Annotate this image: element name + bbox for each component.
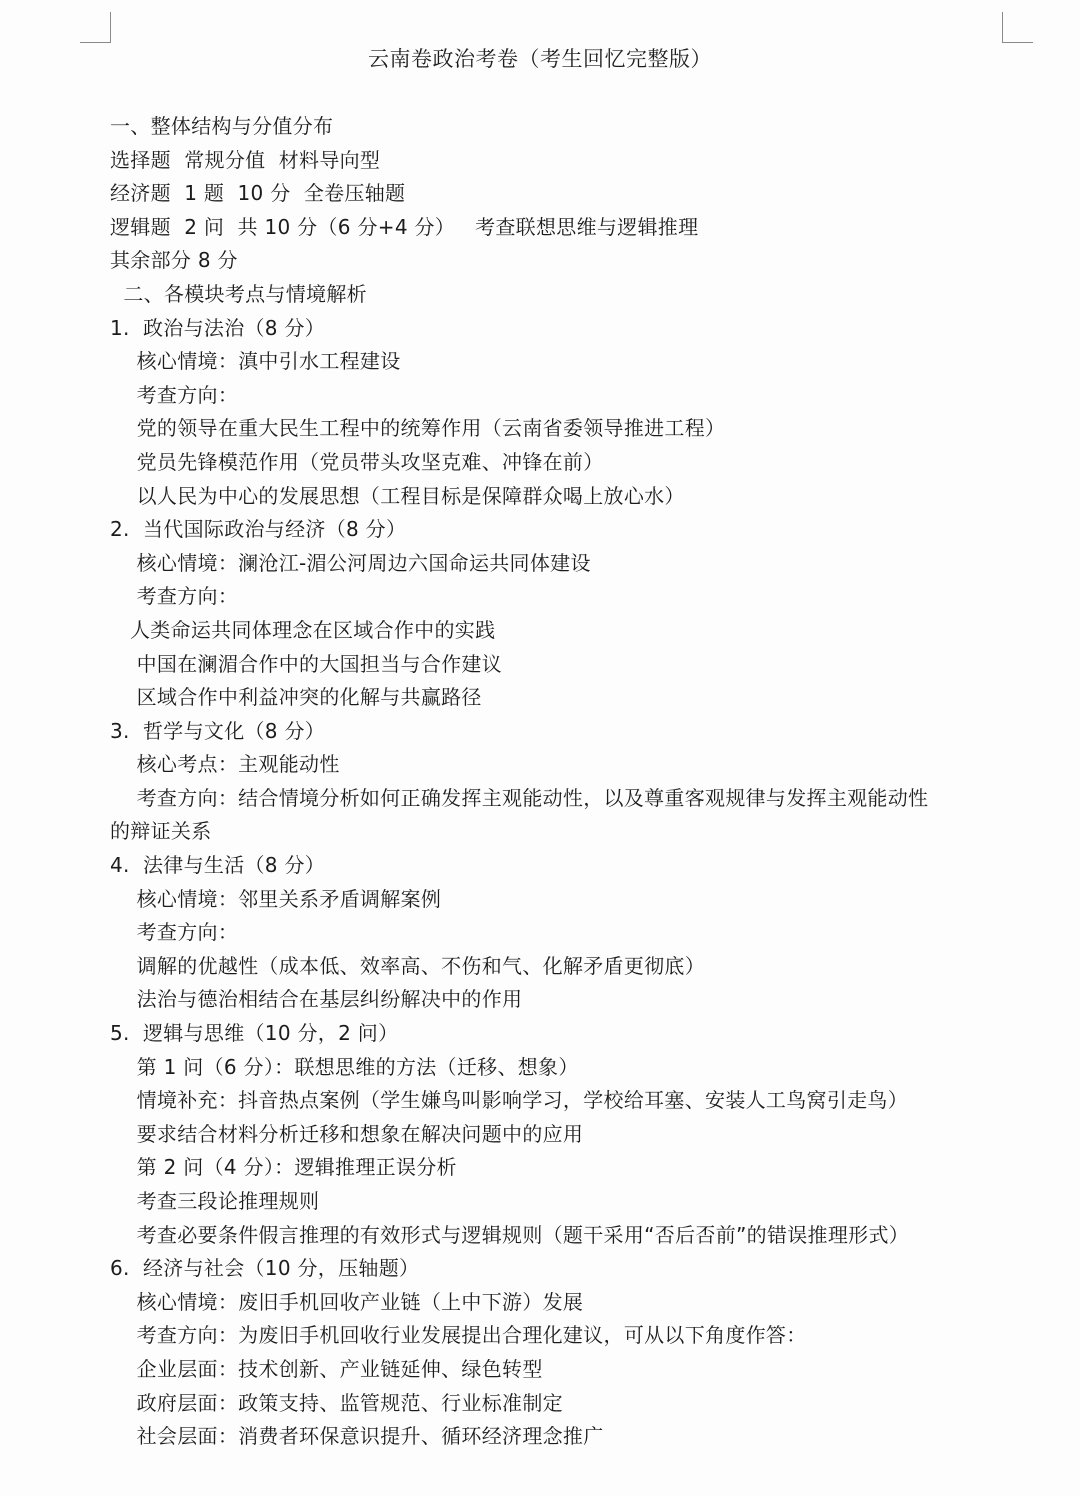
text-line: 选择题 常规分值 材料导向型 <box>110 147 381 172</box>
text-line: 区域合作中利益冲突的化解与共赢路径 <box>110 685 482 710</box>
text-line: 考查必要条件假言推理的有效形式与逻辑规则（题干采用“否后否前”的错误推理形式） <box>110 1222 910 1247</box>
text-line: 2. 当代国际政治与经济（8 分） <box>110 517 407 542</box>
text-line: 法治与德治相结合在基层纠纷解决中的作用 <box>110 987 523 1012</box>
text-line: 经济题 1 题 10 分 全卷压轴题 <box>110 181 406 206</box>
text-line: 核心考点：主观能动性 <box>110 752 340 777</box>
text-line: 考查方向： <box>110 584 239 609</box>
text-line: 考查方向： <box>110 382 239 407</box>
text-line: 第 2 问（4 分）：逻辑推理正误分析 <box>110 1155 457 1180</box>
text-line: 的辩证关系 <box>110 819 212 844</box>
text-line: 党的领导在重大民生工程中的统筹作用（云南省委领导推进工程） <box>110 416 726 441</box>
text-line: 考查方向：结合情境分析如何正确发挥主观能动性，以及尊重客观规律与发挥主观能动性 <box>110 785 929 810</box>
text-line: 调解的优越性（成本低、效率高、不伤和气、化解矛盾更彻底） <box>110 953 706 978</box>
text-line: 党员先锋模范作用（党员带头攻坚克难、冲锋在前） <box>110 449 604 474</box>
text-line: 4. 法律与生活（8 分） <box>110 853 326 878</box>
document-body <box>110 110 1015 1454</box>
document-title: 云南卷政治考卷（考生回忆完整版） <box>368 47 712 71</box>
text-line: 逻辑题 2 问 共 10 分（6 分+4 分） 考查联想思维与逻辑推理 <box>110 214 699 239</box>
text-line: 中国在澜湄合作中的大国担当与合作建议 <box>110 651 503 676</box>
text-line: 二、各模块考点与情境解析 <box>110 281 367 306</box>
text-line: 第 1 问（6 分）：联想思维的方法（迁移、想象） <box>110 1054 579 1079</box>
text-line: 核心情境：废旧手机回收产业链（上中下游）发展 <box>110 1289 584 1314</box>
text-line: 1. 政治与法治（8 分） <box>110 315 326 340</box>
text-line: 核心情境：澜沧江-湄公河周边六国命运共同体建设 <box>110 550 591 575</box>
text-line: 6. 经济与社会（10 分，压轴题） <box>110 1256 420 1281</box>
text-line: 核心情境：滇中引水工程建设 <box>110 349 401 374</box>
crop-mark-top-left <box>80 12 111 43</box>
text-line: 情境补充：抖音热点案例（学生嫌鸟叫影响学习，学校给耳塞、安装人工鸟窝引走鸟） <box>110 1088 909 1113</box>
text-line: 5. 逻辑与思维（10 分，2 问） <box>110 1021 399 1046</box>
text-line: 考查三段论推理规则 <box>110 1189 320 1213</box>
text-line: 企业层面：技术创新、产业链延伸、绿色转型 <box>110 1356 543 1381</box>
text-line: 3. 哲学与文化（8 分） <box>110 718 326 743</box>
text-line: 一、整体结构与分值分布 <box>110 114 334 138</box>
text-line: 政府层面：政策支持、监管规范、行业标准制定 <box>110 1390 563 1415</box>
text-line: 以人民为中心的发展思想（工程目标是保障群众喝上放心水） <box>110 483 685 508</box>
text-line: 考查方向： <box>110 920 239 945</box>
text-line: 社会层面：消费者环保意识提升、循环经济理念推广 <box>110 1424 604 1449</box>
text-line: 要求结合材料分析迁移和想象在解决问题中的应用 <box>110 1121 584 1146</box>
text-line: 人类命运共同体理念在区域合作中的实践 <box>110 617 496 642</box>
text-line: 其余部分 8 分 <box>110 248 238 273</box>
text-line: 核心情境：邻里关系矛盾调解案例 <box>110 886 442 911</box>
text-line: 考查方向：为废旧手机回收行业发展提出合理化建议，可从以下角度作答： <box>110 1323 807 1348</box>
crop-mark-top-right <box>1002 12 1033 43</box>
